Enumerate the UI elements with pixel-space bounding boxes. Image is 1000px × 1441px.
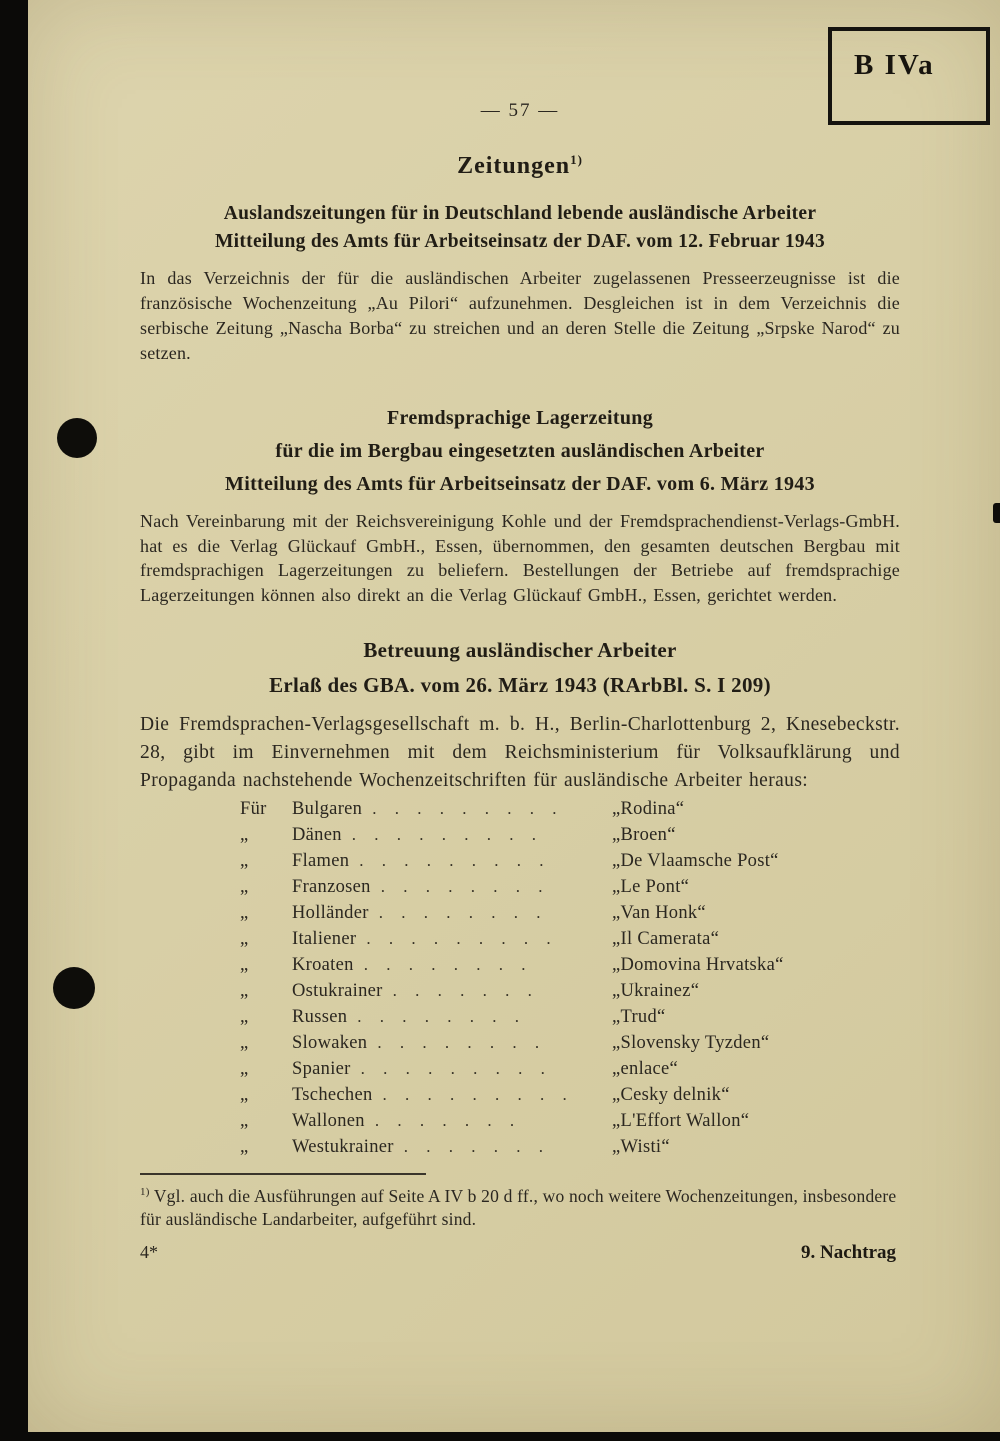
row-dot-leader: . . . . . . . . . bbox=[351, 825, 544, 844]
row-group: Ostukrainer bbox=[292, 981, 383, 1001]
row-dot-leader: . . . . . . . bbox=[392, 981, 539, 1000]
row-prefix: „ bbox=[240, 929, 249, 949]
footnote bbox=[140, 1181, 900, 1232]
row-newspaper: „Broen“ bbox=[612, 825, 676, 845]
row-dot-leader: . . . . . . . . . bbox=[359, 851, 551, 870]
row-prefix: „ bbox=[240, 1137, 249, 1157]
punch-hole-bottom bbox=[53, 967, 95, 1009]
row-newspaper: „Trud“ bbox=[612, 1007, 666, 1027]
row-group: Slowaken bbox=[292, 1033, 368, 1053]
section-heading-line: Erlaß des GBA. vom 26. März 1943 (RArbBl. S. I 209) bbox=[269, 673, 771, 697]
newspaper-row bbox=[240, 1111, 900, 1137]
row-prefix: „ bbox=[240, 903, 249, 923]
section-heading-line: Mitteilung des Amts für Arbeitseinsatz der DAF. vom 12. Februar 1943 bbox=[214, 231, 826, 252]
row-prefix: „ bbox=[240, 1033, 249, 1053]
newspaper-row bbox=[240, 903, 900, 929]
row-dot-leader: . . . . . . . . bbox=[378, 903, 548, 922]
section-heading-line: für die im Bergbau eingesetzten ausländischen Arbeiter bbox=[275, 440, 765, 462]
row-newspaper: „Ukrainez“ bbox=[612, 981, 700, 1001]
row-group: Tschechen bbox=[292, 1085, 373, 1105]
newspaper-row bbox=[240, 799, 900, 825]
row-group: Spanier bbox=[292, 1059, 351, 1079]
row-prefix: „ bbox=[240, 1059, 249, 1079]
row-newspaper: „L'Effort Wallon“ bbox=[612, 1111, 750, 1131]
row-prefix: „ bbox=[240, 1007, 249, 1027]
row-prefix: „ bbox=[240, 981, 249, 1001]
row-dot-leader: . . . . . . . . bbox=[377, 1033, 547, 1052]
page-number: — 57 — bbox=[480, 100, 560, 121]
row-dot-leader: . . . . . . . . . bbox=[382, 1085, 574, 1104]
section-heading bbox=[140, 200, 900, 256]
row-group: Bulgaren bbox=[292, 799, 363, 819]
page-title-text: Zeitungen bbox=[457, 153, 571, 179]
page-footer bbox=[140, 1242, 900, 1264]
signature-mark: 4* bbox=[140, 1241, 158, 1262]
newspaper-list bbox=[240, 799, 900, 1163]
row-dot-leader: . . . . . . . bbox=[374, 1111, 522, 1130]
title-footnote-ref: 1) bbox=[570, 152, 583, 167]
row-dot-leader: . . . . . . . bbox=[403, 1137, 551, 1156]
newspaper-row bbox=[240, 1033, 900, 1059]
row-newspaper: „Rodina“ bbox=[612, 799, 685, 819]
row-prefix: „ bbox=[240, 1085, 249, 1105]
row-group: Dänen bbox=[292, 825, 342, 845]
newspaper-row bbox=[240, 955, 900, 981]
row-prefix: „ bbox=[240, 877, 249, 897]
row-newspaper: „Slovensky Tyzden“ bbox=[612, 1033, 770, 1053]
row-prefix: „ bbox=[240, 955, 249, 975]
row-dot-leader: . . . . . . . . . bbox=[360, 1059, 552, 1078]
section-heading-line: Betreuung ausländischer Arbeiter bbox=[363, 638, 677, 662]
row-group: Russen bbox=[292, 1007, 348, 1027]
row-group: Kroaten bbox=[292, 955, 354, 975]
section-heading-line: Fremdsprachige Lagerzeitung bbox=[386, 407, 654, 429]
row-newspaper: „Wisti“ bbox=[612, 1137, 670, 1157]
corner-tab-label: B IVa bbox=[854, 49, 935, 81]
section-heading-line: Mitteilung des Amts für Arbeitseinsatz der DAF. vom 6. März 1943 bbox=[225, 473, 815, 495]
row-group: Wallonen bbox=[292, 1111, 365, 1131]
newspaper-row bbox=[240, 1085, 900, 1111]
row-dot-leader: . . . . . . . . bbox=[357, 1007, 526, 1026]
newspaper-row bbox=[240, 929, 900, 955]
footnote-divider bbox=[140, 1173, 426, 1175]
newspaper-row bbox=[240, 851, 900, 877]
footnote-marker: 1) bbox=[140, 1186, 150, 1198]
section-heading-line: Auslandszeitungen für in Deutschland lebende ausländische Arbeiter bbox=[223, 203, 817, 224]
row-newspaper: „enlace“ bbox=[612, 1059, 679, 1079]
paragraph: Nach Vereinbarung mit der Reichsvereinigung Kohle und der Fremdsprachendienst-Verlags-GmbH. hat es die Verlag Glückauf GmbH., Essen, übernommen, den gesamten deutschen Bergbau mit fremdsprachigen Lagerzeitungen zu beliefern. Bestellungen der Betriebe auf fremdsprachige Lagerzeitungen können also direkt an die Verlag Glückauf GmbH., Essen, gerichtet werden. bbox=[140, 511, 900, 605]
section-auslandszeitungen bbox=[140, 200, 900, 366]
scan-edge-notch bbox=[993, 503, 1000, 523]
row-newspaper: „Van Honk“ bbox=[612, 903, 706, 923]
row-group: Franzosen bbox=[292, 877, 371, 897]
newspaper-row bbox=[240, 1007, 900, 1033]
row-group: Flamen bbox=[292, 851, 350, 871]
row-newspaper: „Il Camerata“ bbox=[612, 929, 720, 949]
newspaper-row bbox=[240, 1059, 900, 1085]
section-lagerzeitung bbox=[140, 402, 900, 607]
supplement-label: 9. Nachtrag bbox=[801, 1241, 896, 1263]
row-dot-leader: . . . . . . . . bbox=[363, 955, 533, 974]
row-dot-leader: . . . . . . . . . bbox=[366, 929, 558, 948]
paragraph: In das Verzeichnis der für die ausländischen Arbeiter zugelassenen Presseerzeugnisse ist die französische Wochenzeitung „Au Pilori“ aufzunehmen. Desgleichen ist in dem Verzeichnis die serbische Zeitung „Nascha Borba“ zu streichen und an deren Stelle die Zeitung „Srpske Narod“ zu setzen. bbox=[140, 268, 900, 363]
page-content bbox=[28, 100, 1000, 1264]
footnote-text: Vgl. auch die Ausführungen auf Seite A IV b 20 d ff., wo noch weitere Wochenzeitungen, insbesondere für ausländische Landarbeiter, aufgeführt sind. bbox=[140, 1185, 897, 1230]
newspaper-row bbox=[240, 1137, 900, 1163]
row-newspaper: „Le Pont“ bbox=[612, 877, 690, 897]
row-newspaper: „Cesky delnik“ bbox=[612, 1085, 730, 1105]
punch-hole-top bbox=[57, 418, 97, 458]
row-dot-leader: . . . . . . . . bbox=[380, 877, 550, 896]
paragraph: Die Fremdsprachen-Verlagsgesellschaft m. b. H., Berlin-Charlottenburg 2, Knesebeckstr. 28, gibt im Einvernehmen mit dem Reichsministerium für Volksaufklärung und Propaganda nachstehende Wochenzeitschriften für ausländische Arbeiter heraus: bbox=[140, 714, 900, 791]
row-prefix: „ bbox=[240, 825, 249, 845]
section-betreuung bbox=[140, 633, 900, 1163]
row-group: Holländer bbox=[292, 903, 369, 923]
row-prefix: „ bbox=[240, 1111, 249, 1131]
section-heading bbox=[140, 402, 900, 501]
row-newspaper: „De Vlaamsche Post“ bbox=[612, 851, 779, 871]
section-heading bbox=[140, 633, 900, 703]
paper-sheet bbox=[28, 0, 1000, 1432]
page-title bbox=[140, 152, 900, 180]
newspaper-row bbox=[240, 877, 900, 903]
row-group: Italiener bbox=[292, 929, 357, 949]
row-dot-leader: . . . . . . . . . bbox=[372, 799, 564, 818]
newspaper-row bbox=[240, 981, 900, 1007]
row-prefix: Für bbox=[240, 799, 267, 819]
row-newspaper: „Domovina Hrvatska“ bbox=[612, 955, 784, 975]
row-group: Westukrainer bbox=[292, 1137, 394, 1157]
newspaper-row bbox=[240, 825, 900, 851]
row-prefix: „ bbox=[240, 851, 249, 871]
